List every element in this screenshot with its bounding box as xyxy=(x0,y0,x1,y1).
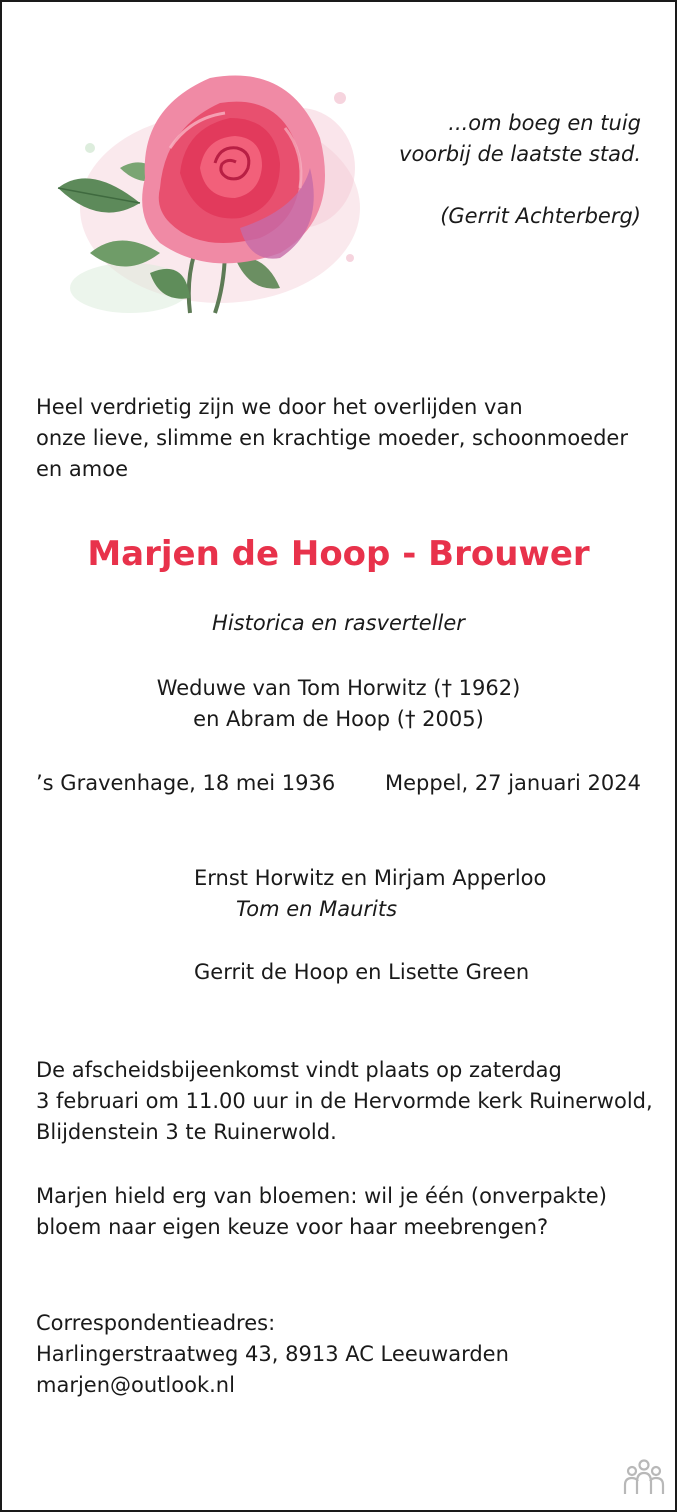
flowers-line-1: Marjen hield erg van bloemen: wil je één (onverpakte) xyxy=(36,1184,607,1208)
ceremony-line-2: 3 februari om 11.00 uur in de Hervormde kerk Ruinerwold, xyxy=(36,1089,653,1113)
death-info: Meppel, 27 januari 2024 xyxy=(385,771,641,795)
correspondence-email: marjen@outlook.nl xyxy=(36,1373,235,1397)
intro-line-3: en amoe xyxy=(36,457,128,481)
quote-line-1: ...om boeg en tuig xyxy=(448,111,641,135)
rose-illustration xyxy=(50,58,370,320)
ceremony-line-3: Blijdenstein 3 te Ruinerwold. xyxy=(36,1120,337,1144)
widow-line-1: Weduwe van Tom Horwitz († 1962) xyxy=(156,676,521,700)
correspondence-address: Harlingerstraatweg 43, 8913 AC Leeuwarden xyxy=(36,1342,509,1366)
deceased-description: Historica en rasverteller xyxy=(212,611,465,635)
intro-line-1: Heel verdrietig zijn we door het overlijden van xyxy=(36,395,523,419)
birth-info: ’s Gravenhage, 18 mei 1936 xyxy=(36,771,336,795)
family-couple-2: Gerrit de Hoop en Lisette Green xyxy=(194,960,530,984)
people-group-icon xyxy=(618,1458,670,1498)
family-grandchildren-1: Tom en Maurits xyxy=(236,897,398,921)
widow-line-2: en Abram de Hoop († 2005) xyxy=(193,707,484,731)
flowers-line-2: bloem naar eigen keuze voor haar meebrengen? xyxy=(36,1215,549,1239)
family-couple-1: Ernst Horwitz en Mirjam Apperloo xyxy=(194,866,547,890)
correspondence-label: Correspondentieadres: xyxy=(36,1311,276,1335)
quote-author: (Gerrit Achterberg) xyxy=(440,204,641,228)
quote-line-2: voorbij de laatste stad. xyxy=(399,142,641,166)
ceremony-line-1: De afscheidsbijeenkomst vindt plaats op zaterdag xyxy=(36,1058,562,1082)
intro-line-2: onze lieve, slimme en krachtige moeder, schoonmoeder xyxy=(36,426,628,450)
deceased-name: Marjen de Hoop - Brouwer xyxy=(87,534,590,574)
